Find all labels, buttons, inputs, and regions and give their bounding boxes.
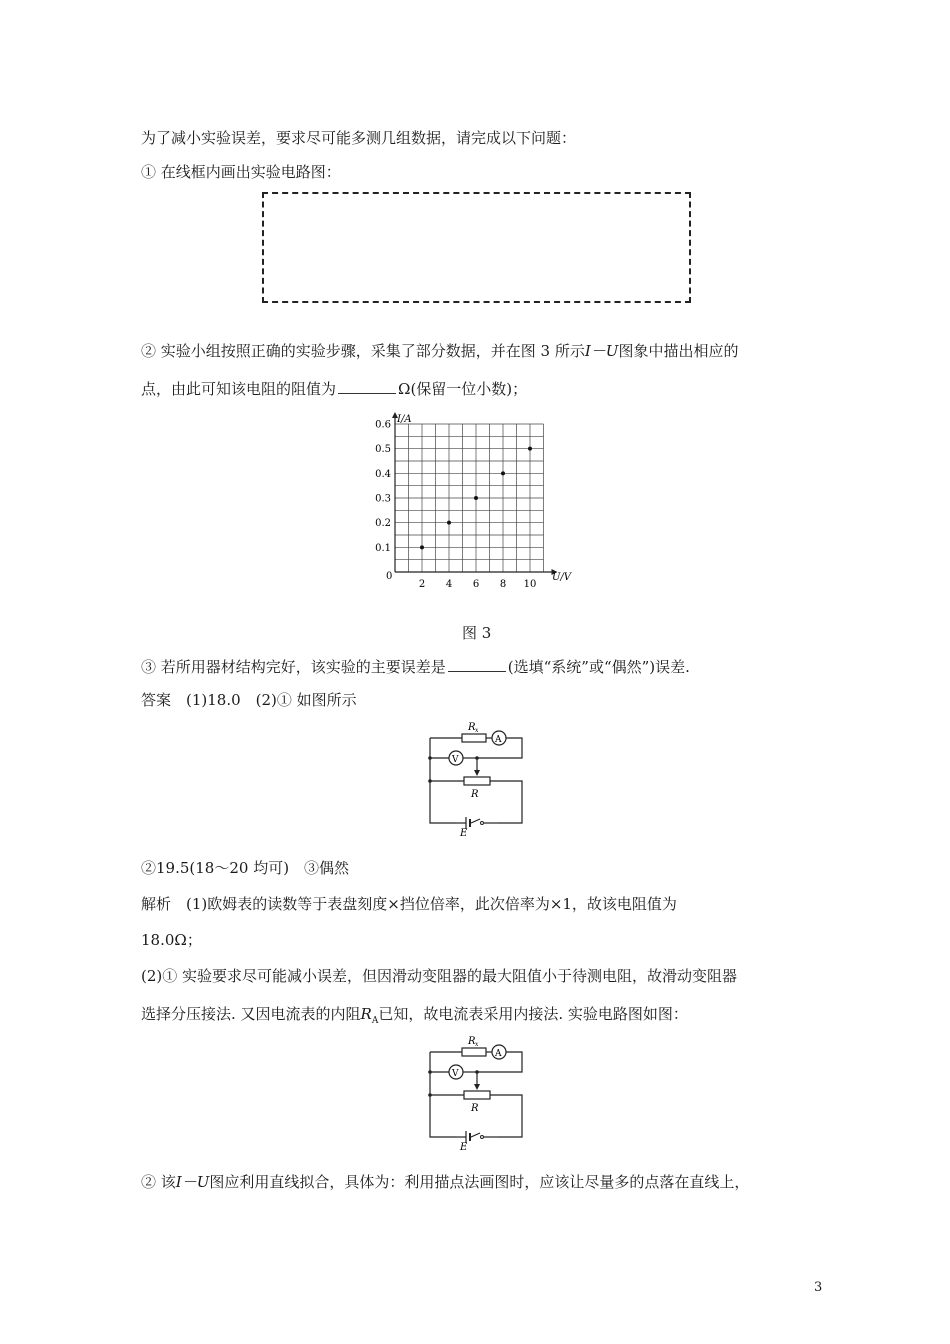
x-tick-label: 6 — [472, 579, 480, 590]
circuit-diagram-repeat — [420, 1032, 530, 1152]
answer-blank — [338, 379, 396, 394]
analysis-line2: 18.0Ω； — [141, 931, 202, 949]
page-number: 3 — [814, 1280, 823, 1295]
y-tick-label: 0.3 — [375, 493, 391, 505]
source-label: E — [460, 1142, 468, 1152]
text-segment: ③ 若所用器材结构完好，该实验的主要误差是 — [141, 658, 446, 676]
chart-grid — [395, 424, 544, 572]
chart-ticks — [375, 420, 536, 591]
rx-subscript: x — [475, 727, 479, 734]
text-segment: 图象中描出相应的 — [618, 342, 739, 360]
y-tick-label: 0.4 — [375, 468, 391, 480]
x-tick-label: 4 — [445, 579, 453, 590]
text-segment: (选填“系统”或“偶然”)误差. — [507, 658, 690, 676]
iu-label: I－U — [175, 1173, 210, 1191]
iu-label: I－U — [584, 342, 619, 360]
question-part2-line1 — [141, 341, 738, 361]
ra-subscript: A — [371, 1016, 379, 1026]
y-tick-label: 0.1 — [375, 542, 391, 554]
voltmeter-label: V — [452, 755, 459, 765]
analysis-line1: 解析 (1)欧姆表的读数等于表盘刻度×挡位倍率，此次倍率为×1，故该电阻值为 — [141, 895, 677, 913]
data-point — [420, 545, 424, 549]
answer-part2: ②19.5(18～20 均可) ③偶然 — [141, 859, 350, 877]
origin-label: 0 — [386, 571, 393, 582]
question-intro: 为了减小实验误差，要求尽可能多测几组数据，请完成以下问题： — [141, 129, 577, 147]
iu-chart — [355, 410, 595, 595]
text-segment: 点，由此可知该电阻的阻值为 — [141, 380, 337, 398]
text-segment: ② 该 — [141, 1173, 176, 1191]
text-segment: ② 实验小组按照正确的实验步骤，采集了部分数据，并在图 3 所示 — [141, 342, 585, 360]
y-axis-label: I/A — [397, 414, 412, 425]
drawing-box — [262, 192, 691, 303]
voltmeter-label: V — [452, 1069, 459, 1079]
answer-line: 答案 (1)18.0 (2)① 如图所示 — [141, 691, 357, 709]
y-tick-label: 0.5 — [375, 444, 391, 456]
analysis-line3: (2)① 实验要求尽可能减小误差，但因滑动变阻器的最大阻值小于待测电阻，故滑动变阻器 — [141, 967, 738, 985]
question-part3 — [141, 657, 690, 677]
x-tick-label: 10 — [523, 579, 537, 590]
rx-subscript: x — [475, 1041, 479, 1048]
x-tick-label: 2 — [418, 579, 426, 590]
data-point — [501, 471, 505, 475]
data-point — [474, 496, 478, 500]
ammeter-label: A — [495, 735, 502, 745]
data-point — [447, 521, 451, 525]
text-segment: 图应利用直线拟合，具体为：利用描点法画图时，应该让尽量多的点落在直线上， — [209, 1173, 750, 1191]
analysis-line5 — [141, 1172, 749, 1192]
analysis-line4 — [141, 1004, 688, 1031]
rheostat-label: R — [471, 789, 479, 800]
y-tick-label: 0.2 — [375, 518, 391, 530]
text-segment: 选择分压接法. 又因电流表的内阻 — [141, 1005, 361, 1023]
y-tick-label: 0.6 — [375, 419, 391, 431]
figure-caption: 图 3 — [462, 624, 492, 642]
ra-label: R — [360, 1005, 372, 1023]
text-segment: 已知，故电流表采用内接法. 实验电路图如图： — [378, 1005, 688, 1023]
rheostat-label: R — [471, 1103, 479, 1114]
circuit-diagram — [420, 718, 530, 838]
data-point — [528, 447, 532, 451]
rx-label: R — [468, 1036, 476, 1047]
ammeter-label: A — [495, 1049, 502, 1059]
question-part2-line2 — [141, 379, 527, 399]
x-tick-label: 8 — [499, 579, 507, 590]
question-part1: ① 在线框内画出实验电路图： — [141, 163, 341, 181]
rx-label: R — [468, 722, 476, 733]
answer-blank — [448, 657, 506, 672]
source-label: E — [460, 828, 468, 838]
x-axis-label: U/V — [552, 572, 572, 583]
text-segment: Ω(保留一位小数)； — [398, 380, 528, 398]
